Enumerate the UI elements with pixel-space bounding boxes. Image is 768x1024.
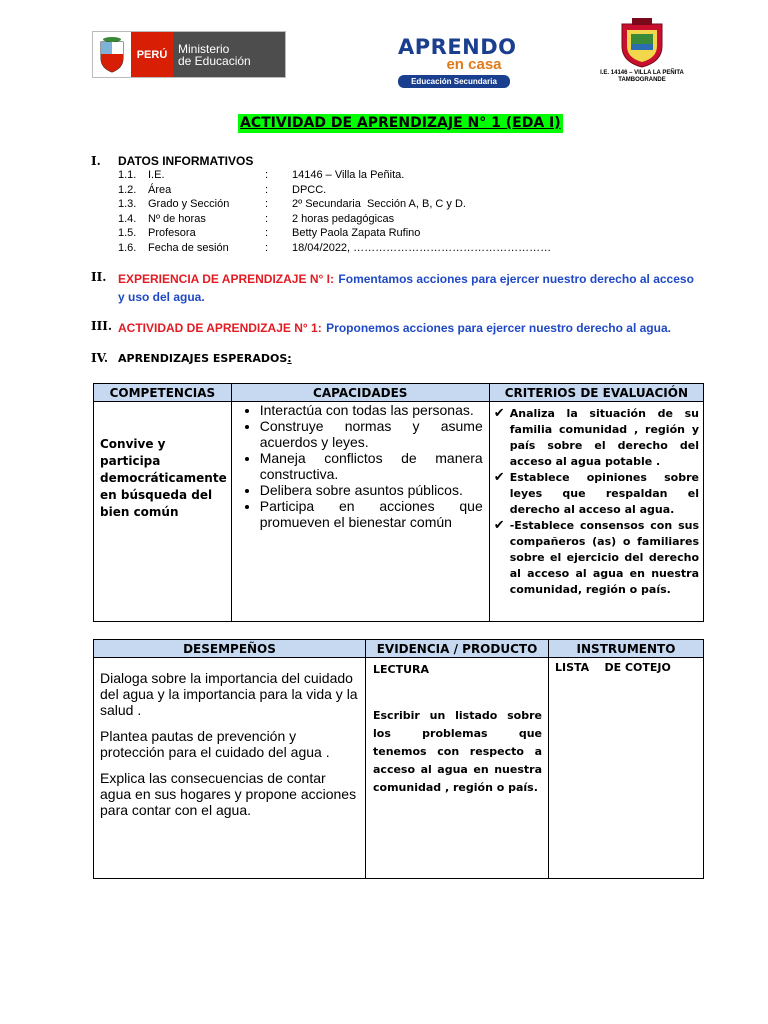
datos-row-key: Profesora [148,227,196,239]
desempenos-cell [94,658,366,879]
checkmark-icon: ✔ [493,406,505,421]
datos-row-value: Betty Paola Zapata Rufino [292,227,421,239]
header-competencias: COMPETENCIAS [94,384,232,402]
peru-label: PERÚ [131,32,173,77]
section3-number: III. [91,319,113,333]
instrumento-text: LISTA DE COTEJO [555,661,671,674]
datos-row-separator: : [265,227,269,239]
datos-row-value: 2 horas pedagógicas [292,212,395,225]
section2-label: EXPERIENCIA DE APRENDIZAJE N° I: [118,272,334,286]
section1-number: I. [91,154,101,168]
section4-label-colon: : [287,352,292,365]
header-desempenos: DESEMPEÑOS [94,640,366,658]
datos-row-number: 1.1. [118,169,137,181]
datos-row-value: 14146 – Villa la Peñita. [292,169,405,181]
datos-row-key: Nº de horas [148,212,206,225]
evidencia-text: Escribir un listado sobre los problemas que tenemos con respecto a acceso al agua en nuestra comunidad , región o país. [373,709,542,794]
header-criterios: CRITERIOS DE EVALUACIÓN [489,384,703,402]
section3-description: Proponemos acciones para ejercer nuestro derecho al agua. [326,321,671,335]
desempeno-item: Plantea pautas de prevención y protección para el cuidado del agua . [100,728,330,760]
criterio-item [494,406,699,470]
section2-text [118,270,698,306]
datos-row [118,168,652,183]
datos-row-key: Grado y Sección [148,198,230,210]
checkmark-icon: ✔ [493,470,505,485]
datos-row-number: 1.5. [118,227,137,239]
datos-row-number: 1.3. [118,198,137,210]
datos-row-value: DPCC. [292,183,327,196]
evidencia-title: LECTURA [373,663,430,676]
aprendo-en-casa-logo [398,35,517,88]
datos-row-value: 2º Secundaria Sección A, B, C y D. [292,198,466,210]
datos-row [118,241,652,256]
criterio-item [494,470,699,518]
minedu-logo [92,31,286,78]
section4-label-text: APRENDIZAJES ESPERADOS [118,352,288,365]
instrumento-cell [549,658,704,879]
capacidad-item: • Maneja conflictos de manera constructiva. [260,450,483,482]
datos-row-key: I.E. [148,169,165,181]
datos-row-separator: : [265,198,269,210]
capacidad-item: • Delibera sobre asuntos públicos. [260,482,483,498]
school-district: TAMBOGRANDE [618,77,666,83]
aprendo-sub: en casa [446,56,502,73]
section1-label: DATOS INFORMATIVOS [118,154,254,168]
section3-label: ACTIVIDAD DE APRENDIZAJE N° 1: [118,321,322,335]
datos-row-number: 1.2. [118,183,137,196]
datos-row [118,183,652,198]
datos-row-separator: : [265,212,269,225]
criterio-text: Analiza la situación de su familia comunidad , región y país sobre el derecho del acceso al agua potable . [509,407,699,468]
header-evidencia: EVIDENCIA / PRODUCTO [366,640,549,658]
capacidad-item: • Construye normas y asume acuerdos y leyes. [260,418,483,450]
datos-row-key: Fecha de sesión [148,241,229,254]
datos-row-number: 1.6. [118,241,137,254]
datos-row-separator: : [265,169,269,181]
datos-row [118,226,652,241]
aprendo-title: APRENDO [398,35,517,59]
datos-row-number: 1.4. [118,212,137,225]
section4-number: IV. [91,351,109,365]
criterio-item [494,518,699,598]
evidencia-cell [366,658,549,879]
datos-row-value: 18/04/2022, ……………………………………………… [292,241,552,254]
section2-description: Fomentamos acciones para ejercer nuestro derecho al acceso y uso del agua. [118,272,694,304]
datos-row-key: Área [148,183,172,196]
datos-row [118,197,652,212]
datos-list [118,168,652,255]
ministry-label: Ministerio de Educación [173,32,285,77]
checkmark-icon: ✔ [493,518,505,533]
capacidad-item: • Participa en acciones que promueven el bienestar común [260,498,483,530]
peru-coat-of-arms-icon [93,32,131,77]
header-instrumento: INSTRUMENTO [549,640,704,658]
desempeno-item: Dialoga sobre la importancia del cuidado del agua y la importancia para la vida y la salud . [100,670,358,718]
competencia-cell: Convive y participa democráticamente en búsqueda del bien común [94,402,232,622]
datos-row [118,212,652,227]
datos-row-separator: : [265,241,269,254]
school-crest [592,16,692,84]
section4-label [118,352,292,365]
competencias-table [93,383,704,622]
header-capacidades: CAPACIDADES [231,384,489,402]
desempenos-table [93,639,704,879]
section2-number: II. [91,270,107,284]
section3-text [118,319,708,337]
capacidad-item: • Interactúa con todas las personas. [260,402,483,418]
datos-row-separator: : [265,183,269,196]
criterio-text: -Establece consensos con sus compañeros (as) o familiares sobre el ejercicio del derecho al acceso al agua en nuestra comunidad, región o país. [509,519,699,596]
school-name: I.E. 14146 – VILLA LA PEÑITA [600,70,684,76]
criterio-text: Establece opiniones sobre leyes que respaldan el derecho al acceso al agua. [509,471,699,516]
aprendo-band: Educación Secundaria [398,75,510,88]
desempeno-item: Explica las consecuencias de contar agua en sus hogares y propone acciones para contar con el agua. [100,770,357,818]
capacidades-cell [231,402,489,622]
page-title: ACTIVIDAD DE APRENDIZAJE N° 1 (EDA I) [240,115,561,131]
school-crest-icon [617,16,667,68]
criterios-cell [489,402,703,622]
